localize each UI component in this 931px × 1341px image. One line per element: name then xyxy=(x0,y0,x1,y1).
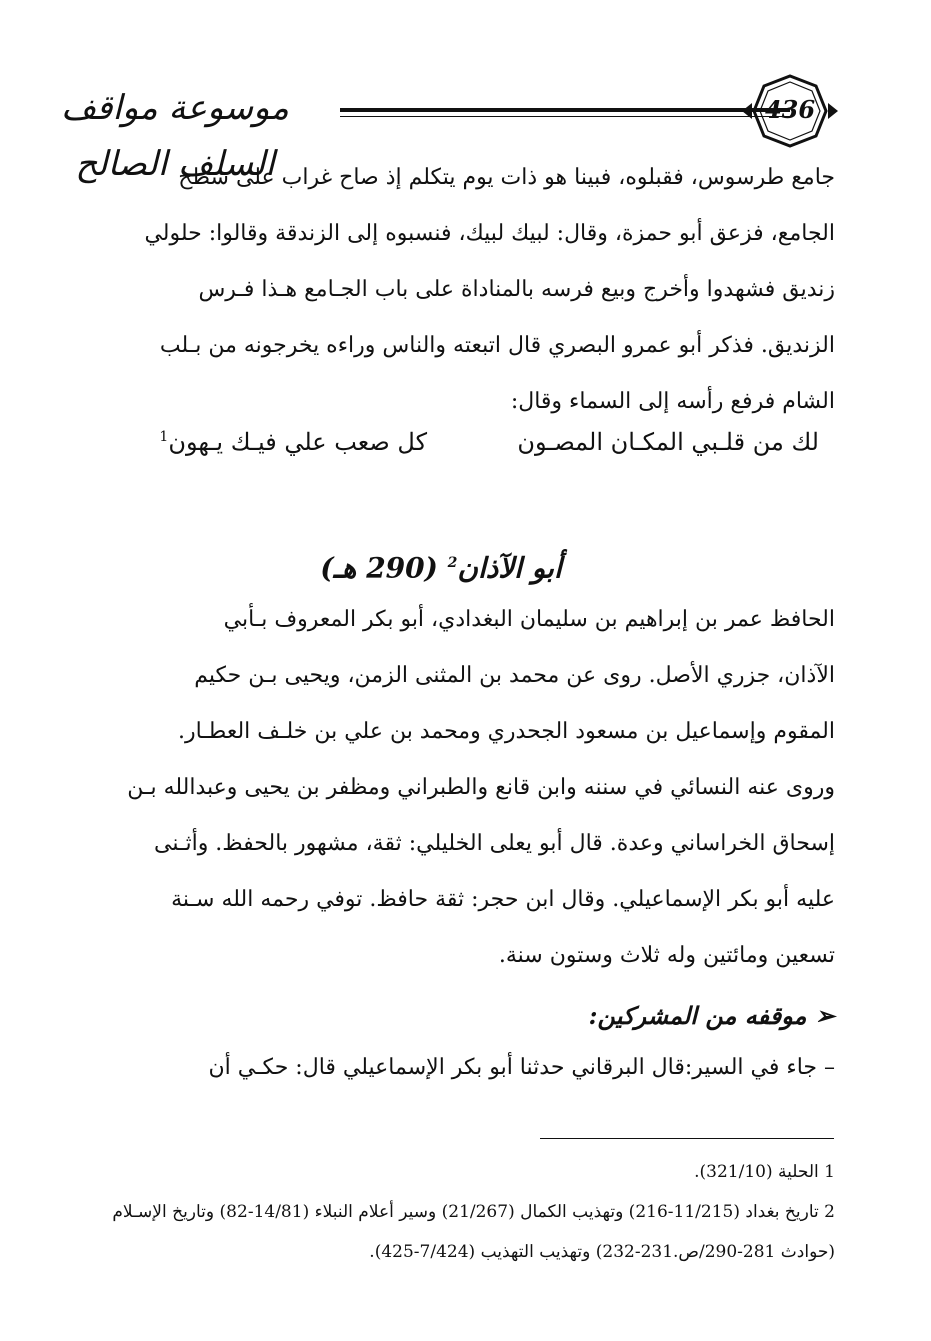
text-line: وروى عنه النسائي في سننه وابن قانع والطبراني ومظفر بن يحيى وعبدالله بـن xyxy=(127,775,835,800)
section-title-date: (290 هـ) xyxy=(320,551,438,585)
arrow-bullet-icon: ➢ xyxy=(814,1001,835,1030)
text-line: الزنديق. فذكر أبو عمرو البصري قال اتبعته والناس وراءه يخرجونه من بـلب xyxy=(159,333,835,358)
header-rule xyxy=(340,108,790,112)
footnotes xyxy=(93,1152,835,1272)
verse-hemistich-2 xyxy=(159,428,427,456)
section-title xyxy=(311,538,571,588)
subheading xyxy=(589,994,835,1038)
text-line: إسحاق الخراساني وعدة. قال أبو يعلى الخليلي: ثقة، مشهور بالحفظ. وأثـنى xyxy=(154,831,835,856)
section-title-name: أبو الآذان xyxy=(457,551,562,585)
verse-hemistich-1: لك من قلـبي المكـان المصـون xyxy=(517,428,819,456)
footnote-separator xyxy=(540,1138,834,1139)
paragraph-1 xyxy=(91,150,835,430)
text-line: تسعين ومائتين وله ثلاث وستون سنة. xyxy=(498,943,835,968)
paragraph-2 xyxy=(91,592,835,984)
poetry-verse xyxy=(99,428,819,472)
verse-hemistich-2-text: كل صعب علي فيـك يـهون xyxy=(168,428,427,456)
text-line: الجامع، فزعق أبو حمزة، وقال: لبيك لبيك، فنسبوه إلى الزندقة وقالوا: حلولي xyxy=(144,221,835,246)
paragraph-3 xyxy=(91,1040,835,1096)
text-line: الحافظ عمر بن إبراهيم بن سليمان البغدادي، أبو بكر المعروف بـأبي xyxy=(223,607,835,632)
footnote-1: 1 الحلية (321/10). xyxy=(694,1162,835,1182)
text-line: عليه أبو بكر الإسماعيلي. وقال ابن حجر: ثقة حافظ. توفي رحمه الله سـنة xyxy=(171,887,835,912)
text-line: المقوم وإسماعيل بن مسعود الجحدري ومحمد بن علي بن خلـف العطـار. xyxy=(178,719,835,744)
header-rule-thin xyxy=(340,116,790,117)
running-title: موسوعة مواقف السلف الصالح xyxy=(61,88,289,184)
footnote-ref-2: 2 xyxy=(447,555,458,571)
text-line: الشام فرفع رأسه إلى السماء وقال: xyxy=(510,389,835,414)
text-line: – جاء في السير:قال البرقاني حدثنا أبو بكر الإسماعيلي قال: حكـي أن xyxy=(208,1055,835,1080)
footnote-2-cont: (حوادث 281-290/ص.231-232) وتهذيب التهذيب (7/424-425). xyxy=(369,1242,835,1262)
footnote-2: 2 تاريخ بغداد (11/215-216) وتهذيب الكمال (21/267) وسير أعلام النبلاء (14/81-82) وتاريخ الإسـلام xyxy=(112,1202,835,1222)
page-number: 436 xyxy=(764,95,816,124)
subheading-text: موقفه من المشركين: xyxy=(588,1001,807,1030)
text-line: جامع طرسوس، فقبلوه، فبينا هو ذات يوم يتكلم إذ صاح غراب على سطح xyxy=(178,165,835,190)
page-number-badge xyxy=(740,72,840,150)
text-line: الآذان، جزري الأصل. روى عن محمد بن المثنى الزمن، ويحيى بـن حكيم xyxy=(194,663,835,688)
footnote-ref-1: 1 xyxy=(159,429,169,445)
text-line: زنديق فشهدوا وأخرج وبيع فرسه بالمناداة على باب الجـامع هـذا فـرس xyxy=(198,277,835,302)
